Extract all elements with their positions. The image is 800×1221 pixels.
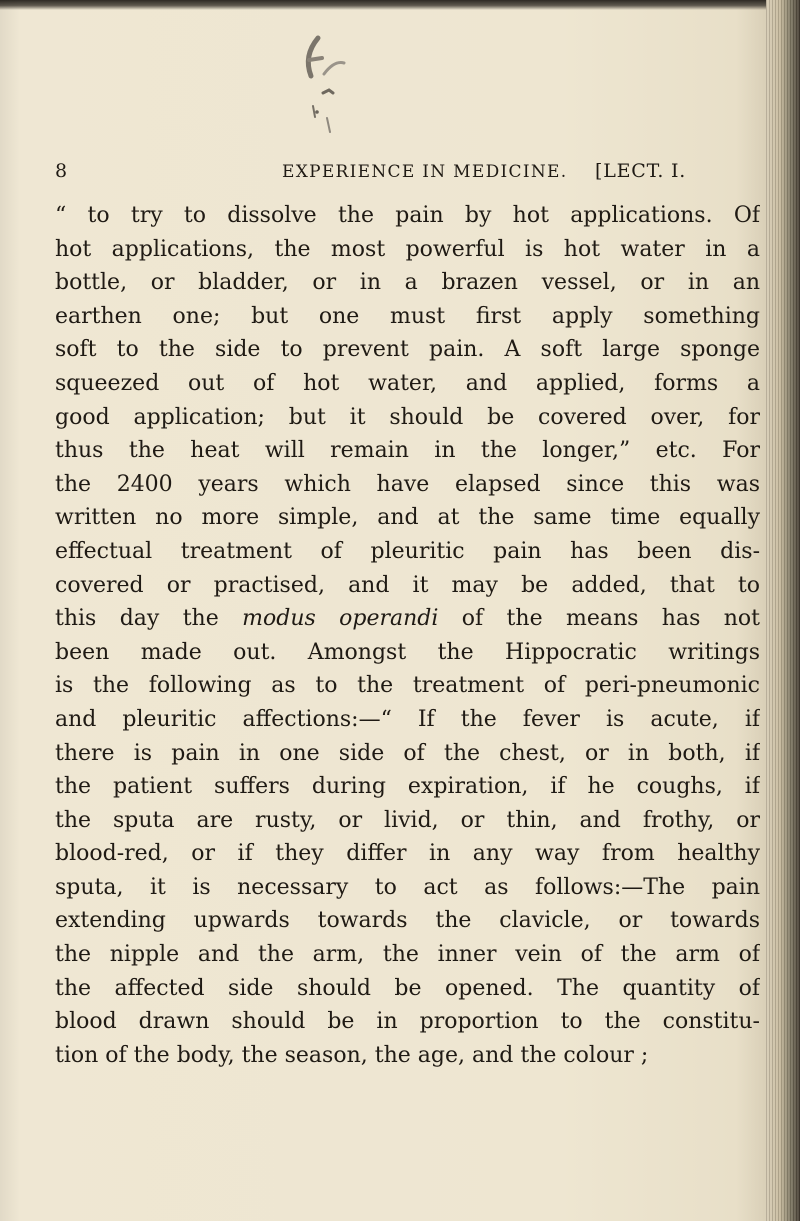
text-line-10: written no more simple, and at the same time equally — [55, 505, 760, 531]
top-page-edge — [0, 0, 800, 10]
running-head: EXPERIENCE IN MEDICINE. — [282, 162, 568, 182]
text-line-12: covered or practised, and it may be added, that to — [55, 572, 760, 598]
text-line-15: is the following as to the treatment of peri-pneumonic — [55, 673, 760, 699]
text-line-13 — [55, 602, 760, 636]
text-line-18: the patient suffers during expiration, if he coughs, if — [55, 774, 760, 800]
text-line-1: “ to try to dissolve the pain by hot applications. Of — [55, 203, 760, 228]
text-line-7: good application; but it should be covered over, for — [55, 404, 760, 430]
page-header — [55, 160, 760, 188]
text-line-23: the nipple and the arm, the inner vein of the arm of — [55, 942, 760, 968]
body-text — [55, 199, 760, 1072]
line-13-end: of the means has not — [438, 606, 760, 632]
text-line-21: sputa, it is necessary to act as follows:—The pain — [55, 874, 760, 900]
text-line-2: hot applications, the most powerful is hot water in a — [55, 236, 760, 262]
text-line-16: and pleuritic affections:—“ If the fever is acute, if — [55, 706, 760, 732]
text-line-5: soft to the side to prevent pain. A soft large sponge — [55, 337, 760, 363]
pencil-mark-icon — [284, 20, 354, 140]
text-line-11: effectual treatment of pleuritic pain has been dis- — [55, 538, 760, 564]
text-line-17: there is pain in one side of the chest, or in both, if — [55, 740, 760, 766]
text-line-26: tion of the body, the season, the age, and the colour ; — [55, 1042, 649, 1068]
text-line-22: extending upwards towards the clavicle, or towards — [55, 908, 760, 934]
section-reference: [LECT. I. — [595, 160, 687, 182]
text-line-20: blood-red, or if they differ in any way from healthy — [55, 841, 760, 867]
text-line-24: the affected side should be opened. The quantity of — [55, 975, 760, 1001]
text-line-19: the sputa are rusty, or livid, or thin, and frothy, or — [55, 807, 760, 833]
italic-phrase: modus operandi — [242, 606, 439, 632]
text-line-4: earthen one; but one must first apply something — [55, 303, 760, 329]
text-line-9: the 2400 years which have elapsed since this was — [55, 471, 760, 497]
text-line-6: squeezed out of hot water, and applied, forms a — [55, 370, 760, 396]
text-line-14: been made out. Amongst the Hippocratic writings — [55, 639, 760, 665]
text-line-25: blood drawn should be in proportion to the constitu- — [55, 1009, 760, 1035]
text-line-8: thus the heat will remain in the longer,” etc. For — [55, 438, 760, 464]
text-line-3: bottle, or bladder, or in a brazen vessel, or in an — [55, 270, 760, 296]
page-number: 8 — [55, 160, 68, 182]
left-page-shadow — [0, 0, 20, 1221]
line-13-start: this day the — [55, 606, 243, 632]
right-book-edge — [766, 0, 800, 1221]
